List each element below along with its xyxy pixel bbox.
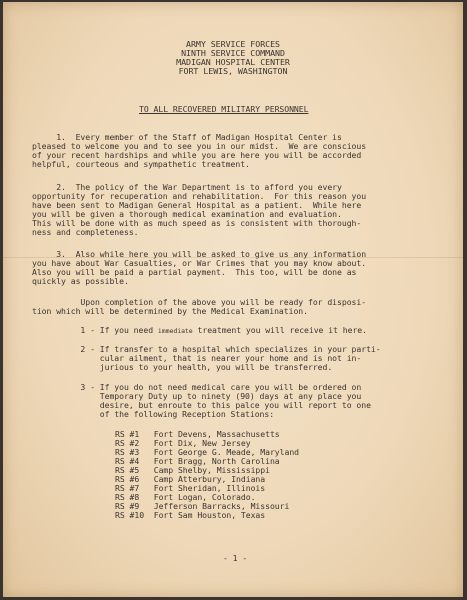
station-row — [115, 493, 255, 501]
para2-line: This will be done with as much speed as is consistent with thorough- — [32, 218, 362, 228]
station-place: Fort Sam Houston, Texas — [153, 510, 266, 520]
station-place: Fort George G. Meade, Maryland — [153, 447, 300, 457]
para1-line: of your recent hardships and while you are here you will be accorded — [32, 150, 362, 160]
page-number: - 1 - — [223, 553, 248, 563]
para3-line: 3. Also while here you will be asked to give us any information — [32, 249, 367, 259]
station-row — [115, 430, 280, 438]
station-code: RS #8 — [115, 492, 145, 502]
immediate-stamp: immediate — [157, 327, 193, 335]
para2-line: 2. The policy of the War Department is to afford you every — [32, 182, 342, 192]
station-place: Camp Shelby, Mississippi — [153, 465, 270, 475]
item2-line: jurious to your health, you will be transferred. — [32, 362, 333, 372]
item2-first-end: s in your parti- — [303, 344, 381, 354]
station-place: Camp Atterbury, Indiana — [153, 474, 266, 484]
station-row — [115, 475, 265, 483]
para3-line: quickly as possible. — [32, 276, 129, 286]
item1-after: treatment you will receive it here. — [192, 325, 367, 335]
station-row — [115, 439, 251, 447]
para4-line: Upon completion of the above you will be ready for disposi- — [32, 297, 367, 307]
station-row — [115, 466, 270, 474]
item1-before: 1 - If you need — [32, 325, 158, 335]
station-code: RS #10 — [115, 510, 145, 520]
para2-line: you will be given a thorough medical examination and evaluation. — [32, 209, 342, 219]
station-row — [115, 457, 280, 465]
station-place: Fort Sheridan, Illinois — [153, 483, 266, 493]
station-code: RS #6 — [115, 474, 145, 484]
station-place: Fort Bragg, North Carolina — [153, 456, 280, 466]
station-code: RS #5 — [115, 465, 145, 475]
station-code: RS #1 — [115, 429, 145, 439]
letterhead-line: NINTH SERVICE COMMAND — [181, 48, 285, 58]
page-title-text: TO ALL RECOVERED MILITARY PERSONNEL — [139, 104, 309, 114]
item2-first: 2 - If transfer to a hospital which specialize — [32, 344, 304, 354]
para4-line: tion which will be determined by the Medical Examination. — [32, 306, 308, 316]
station-code: RS #2 — [115, 438, 145, 448]
item1-line — [32, 326, 367, 335]
station-row — [115, 502, 289, 510]
document-page — [3, 2, 463, 597]
page-title — [139, 105, 308, 113]
station-place: Fort Logan, Colorado. — [153, 492, 256, 502]
para2-line: opportunity for recuperation and rehabilitation. For this reason you — [32, 191, 367, 201]
para2-line: ness and completeness. — [32, 227, 139, 237]
station-place: Jefferson Barracks, Missouri — [153, 501, 290, 511]
letterhead-line: FORT LEWIS, WASHINGTON — [178, 66, 288, 76]
item2-line — [32, 345, 381, 353]
letterhead-line: ARMY SERVICE FORCES — [186, 39, 280, 49]
station-row — [115, 448, 299, 456]
para2-line: have been sent to Madigan General Hospital as a patient. While here — [32, 200, 362, 210]
para1-line: pleased to welcome you and to see you in our midst. We are conscious — [32, 141, 367, 151]
station-place: Fort Dix, New Jersey — [153, 438, 251, 448]
para1-line: 1. Every member of the Staff of Madigan Hospital Center is — [32, 132, 342, 142]
station-code: RS #4 — [115, 456, 145, 466]
item3-line: of the following Reception Stations: — [32, 409, 275, 419]
para1-line: helpful, courteous and sympathetic treatment. — [32, 159, 250, 169]
item3-line: Temporary Duty up to ninety (90) days at any place you — [32, 391, 362, 401]
station-row — [115, 511, 265, 519]
station-code: RS #3 — [115, 447, 145, 457]
item2-line: cular ailment, that is nearer your home and is not in- — [32, 353, 362, 363]
item3-line: 3 - If you do not need medical care you will be ordered on — [32, 382, 362, 392]
station-code: RS #7 — [115, 483, 145, 493]
station-row — [115, 484, 265, 492]
letterhead-line: MADIGAN HOSPITAL CENTER — [176, 57, 290, 67]
station-place: Fort Devens, Massachusetts — [153, 429, 280, 439]
station-code: RS #9 — [115, 501, 145, 511]
item3-line: desire, but enroute to this palce you will report to one — [32, 400, 371, 410]
para3-line: you have about War Casualties, or War Crimes that you may know about. — [32, 258, 367, 268]
para3-line: Also you will be paid a partial payment. This too, will be done as — [32, 267, 357, 277]
